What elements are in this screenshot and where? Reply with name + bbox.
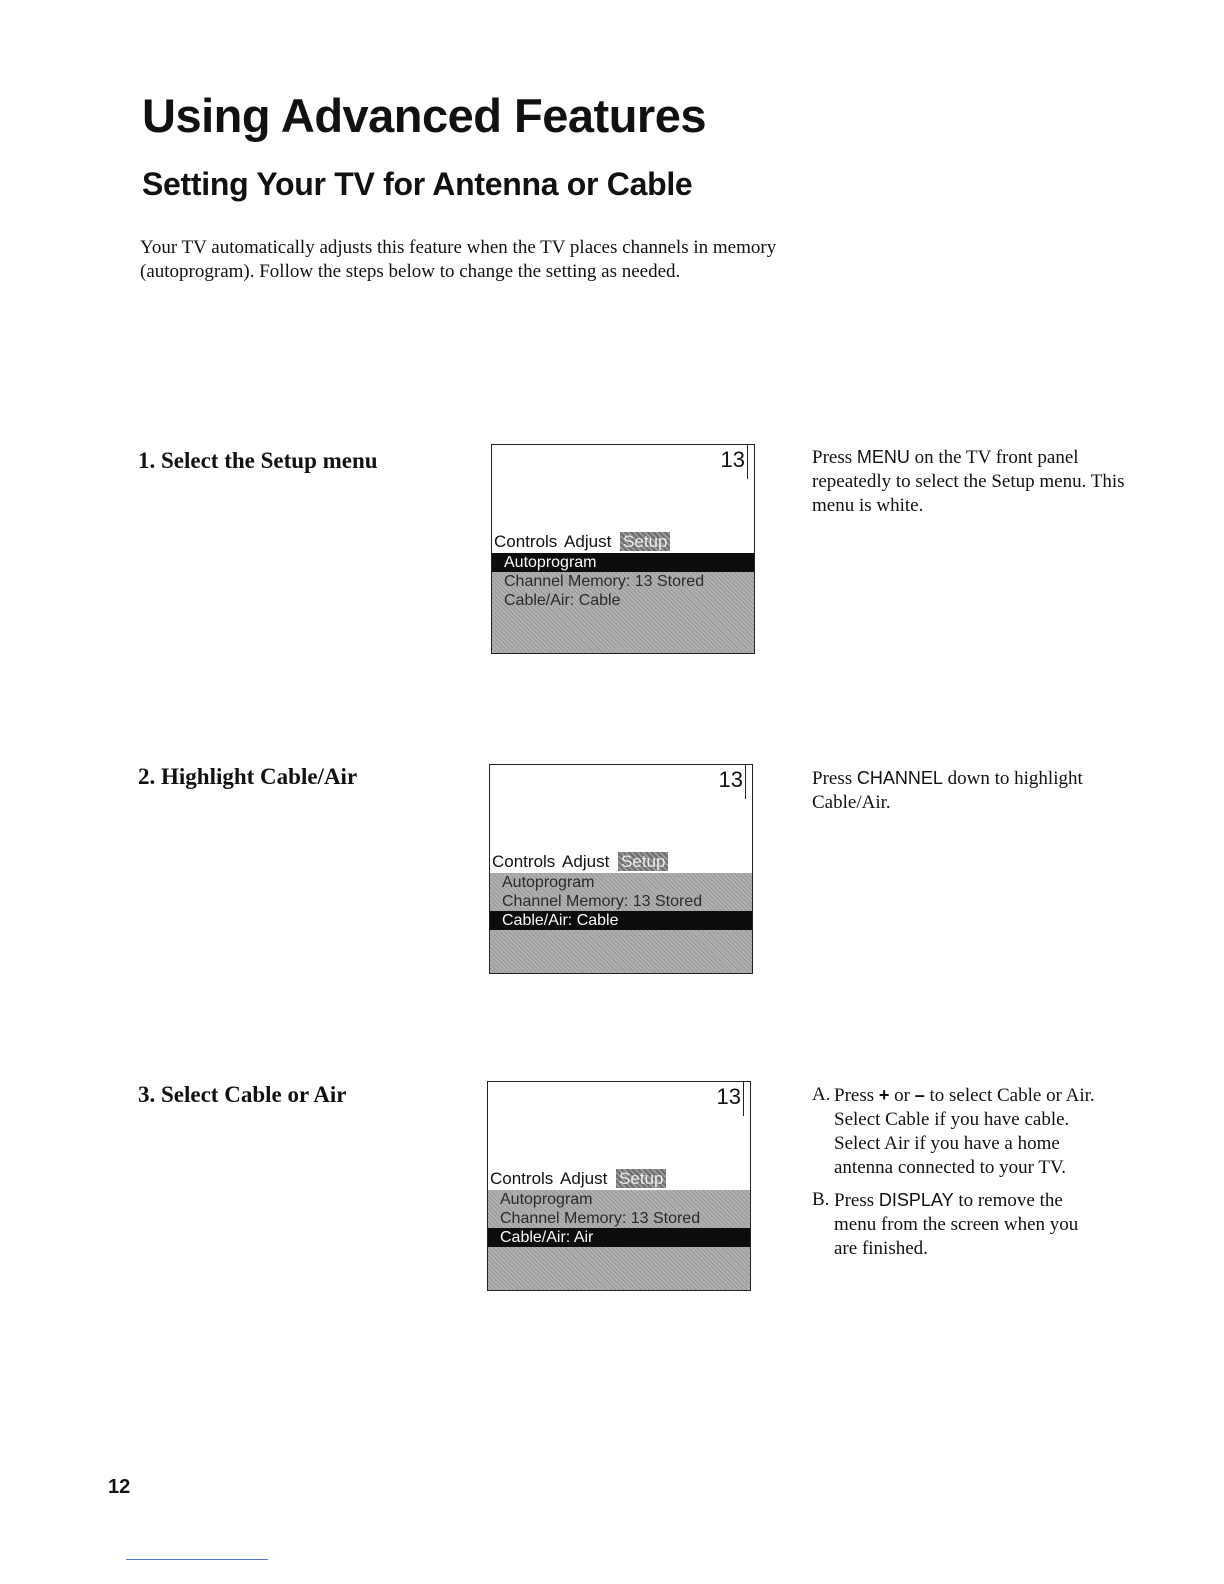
step-3-title: 3. Select Cable or Air — [138, 1082, 347, 1107]
step-2-title: 2. Highlight Cable/Air — [138, 764, 358, 789]
menu-row-autoprogram: Autoprogram — [500, 1191, 593, 1208]
menu-row-autoprogram: Autoprogram — [492, 553, 754, 572]
menu-row-channel-memory: Channel Memory: 13 Stored — [502, 893, 703, 910]
step-3-item-a: A. Press + or – to select Cable or Air. Select Cable if you have cable. Select Air if you have a home antenna connected to your TV. — [812, 1084, 1095, 1178]
step-2-description: Press CHANNEL down to highlight Cable/Air. — [812, 768, 1083, 813]
tab-adjust: Adjust — [562, 852, 610, 871]
menu-row-autoprogram: Autoprogram — [502, 874, 595, 891]
tab-controls: Controls — [490, 1169, 554, 1188]
tv-screen-step-3 — [487, 1081, 751, 1291]
step-3-item-b: B. Press DISPLAY to remove the menu from the screen when you are finished. — [812, 1189, 1079, 1259]
menu-tabs — [490, 851, 752, 873]
section-subtitle: Setting Your TV for Antenna or Cable — [142, 166, 693, 202]
menu-tabs — [492, 531, 754, 553]
tab-setup: Setup — [618, 852, 668, 871]
menu-row-channel-memory: Channel Memory: 13 Stored — [504, 573, 705, 590]
page-number: 12 — [108, 1476, 131, 1498]
channel-number: 13 — [719, 765, 746, 799]
key-minus: – — [914, 1085, 925, 1105]
menu-row-cable-air: Cable/Air: Air — [488, 1228, 750, 1247]
menu-tabs — [488, 1168, 750, 1190]
channel-number: 13 — [721, 445, 748, 479]
key-display: DISPLAY — [878, 1190, 954, 1210]
step-1-title: 1. Select the Setup menu — [138, 448, 378, 473]
page-title: Using Advanced Features — [142, 89, 706, 142]
key-menu: MENU — [856, 447, 910, 467]
setup-menu — [490, 873, 752, 973]
key-channel: CHANNEL — [856, 768, 943, 788]
menu-row-channel-memory: Channel Memory: 13 Stored — [500, 1210, 701, 1227]
step-3-description — [812, 1083, 1102, 1261]
key-plus: + — [878, 1085, 890, 1105]
menu-row-cable-air: Cable/Air: Cable — [504, 592, 621, 609]
tab-setup: Setup — [616, 1169, 666, 1188]
tab-setup: Setup — [620, 532, 670, 551]
tv-screen-step-1 — [491, 444, 755, 654]
setup-menu — [488, 1190, 750, 1290]
tab-adjust: Adjust — [564, 532, 612, 551]
tv-screen-step-2 — [489, 764, 753, 974]
intro-paragraph: Your TV automatically adjusts this feature when the TV places channels in memory (autoprogram). Follow the steps below to change the setting as needed. — [140, 237, 777, 282]
step-1-description: Press MENU on the TV front panel repeatedly to select the Setup menu. This menu is white. — [812, 447, 1125, 516]
tab-controls: Controls — [494, 532, 558, 551]
tab-controls: Controls — [492, 852, 556, 871]
tab-adjust: Adjust — [560, 1169, 608, 1188]
setup-menu — [492, 553, 754, 653]
channel-number: 13 — [717, 1082, 744, 1116]
menu-row-cable-air: Cable/Air: Cable — [490, 911, 752, 930]
footer-divider — [126, 1559, 268, 1560]
